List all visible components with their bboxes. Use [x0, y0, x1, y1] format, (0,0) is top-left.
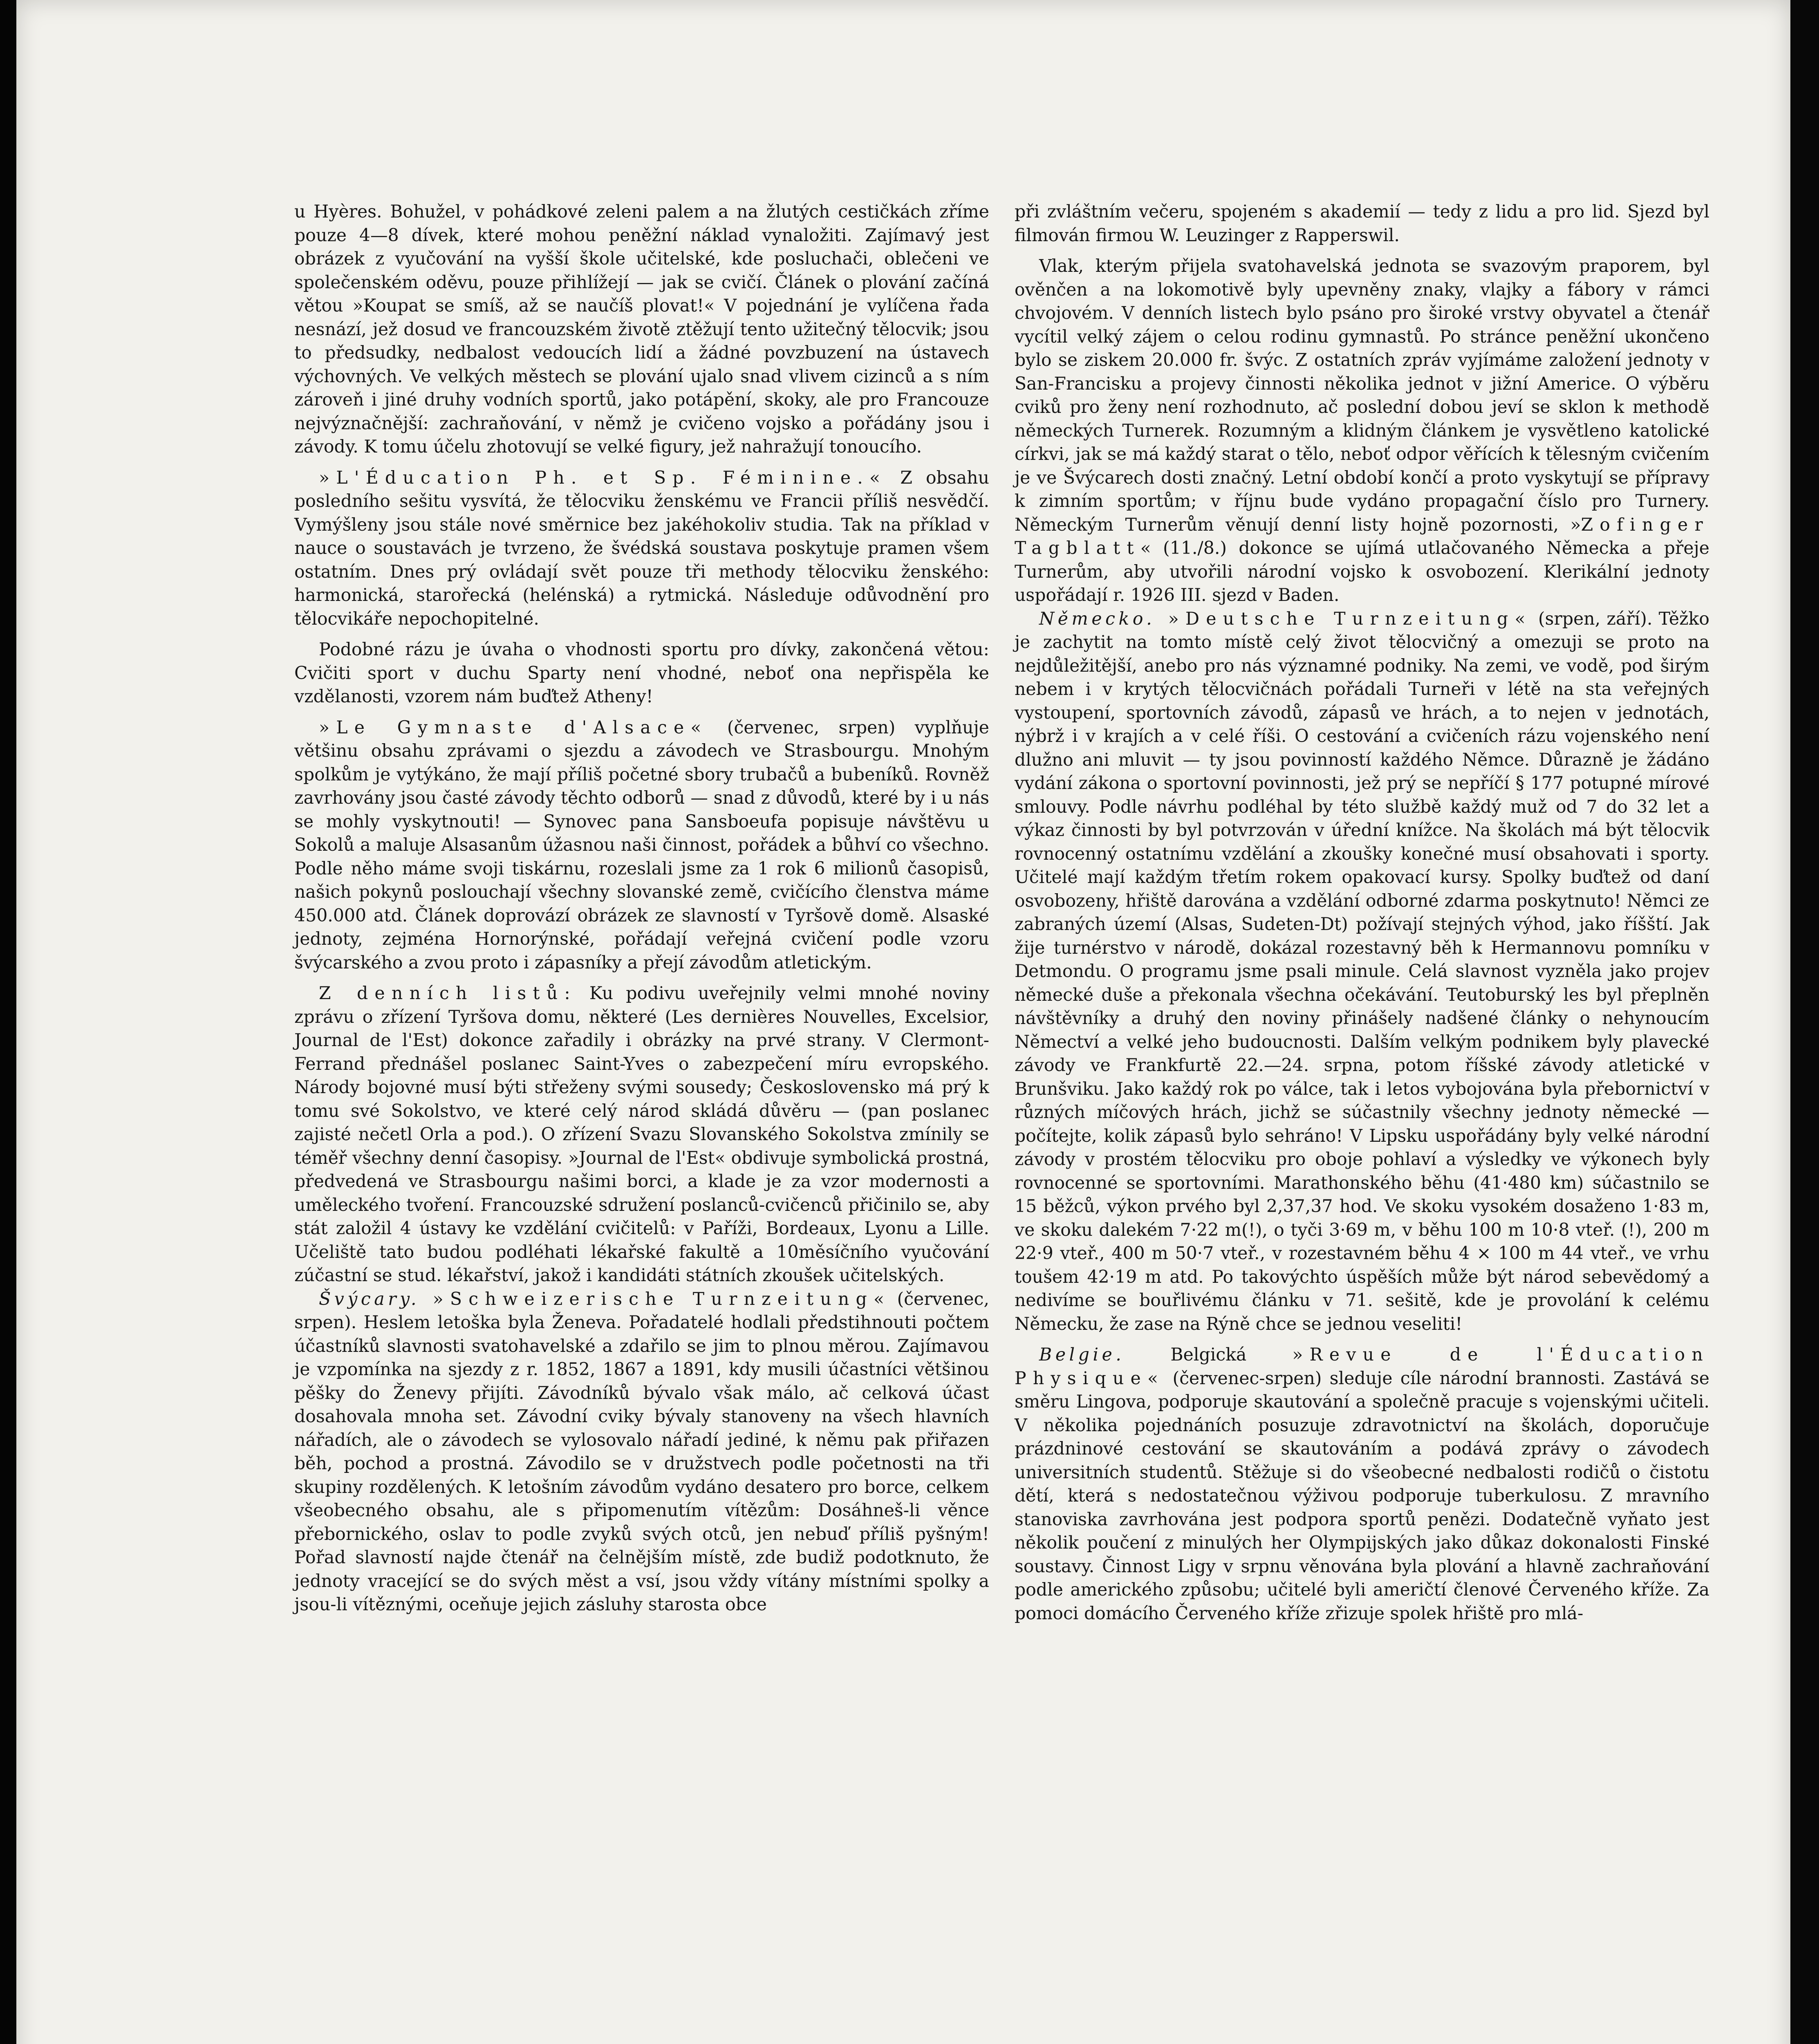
paragraph-education-feminine [294, 466, 989, 631]
paragraph-text: Ku podivu uveřejnily velmi mnohé noviny zprávu o zřízení Tyršova domu, některé (Les dernières Nouvelles, Excelsior, Journal de l'Est) dokonce zařadily i obrázky na prvé strany. V Clermont-Ferrand přednášel poslanec Saint-Yves o zabezpečení míru evropského. Národy bojovné musí býti střeženy svými sousedy; Československo má prý k tomu své Sokolstvo, ve které celý národ skládá důvěru — (pan poslanec zajisté nečetl Orla a pod.). O zřízení Svazu Slovanského Sokolstva zmínily se téměř všechny denní časopisy. »Journal de l'Est« obdivuje symbolická prostná, předvedená ve Strasbourgu našimi borci, a klade je za vzor modernosti a uměleckého tvoření. Francouzské sdružení poslanců-cvičenců přičinilo se, aby stát založil 4 ústavy ke vzdělání cvičitelů: v Paříži, Bordeaux, Lyonu a Lille. Učeliště tato budou podléhati lékařské fakultě a 10měsíčního vyučování zúčastní se stud. lékařství, jakož i kandidáti státních zkoušek učitelských. [294, 983, 990, 1286]
paragraph-text: u Hyères. Bohužel, v pohádkové zeleni palem a na žlutých cestičkách zříme pouze 4—8 dívek, které mohou peněžní náklad vynaložiti. Zajímavý jest obrázek z vyučování na vyšší škole učitelské, kde posluchači, oblečeni ve společenském oděvu, pouze přihlížejí — jak se cvičí. Článek o plování začíná větou »Koupat se smíš, až se naučíš plovat!« V pojednání je vylíčena řada nesnází, jež dosud ve francouzském životě ztěžují tento užitečný tělocvik; jsou to předsudky, nedbalost vedoucích lidí a žádné povzbuzení na ústavech výchovných. Ve velkých městech se plování ujalo snad vlivem cizinců a s ním zároveň i jiné druhy vodních sportů, jako potápění, skoky, ale pro Francouze nejvýznačnější: zachraňování, v němž je cvičeno vojsko a pořádány jsou i závody. K tomu účelu zhotovují se velké figury, jež nahražují tonoucího. [294, 202, 989, 457]
section-heading: Z denních listů: [319, 983, 577, 1004]
country-heading: Německo. [1039, 608, 1156, 629]
paragraph-text: (červenec-srpen) sleduje cíle národní brannosti. Zastává se směru Lingova, podporuje skautování a společně pracuje s vojenskými učiteli. V několika pojednáních posuzuje zdravotnictví na školách, doporučuje prázdninové cestování se skautováním a podává zprávy o závodech universitních studentů. Stěžuje si do všeobecné nedbalosti rodičů o čistotu dětí, která s nedostatečnou výživou podporuje tuberkulosu. Z mravního stanoviska zavrhována jest podpora sportů penězi. Dodatečně vyňato jest několik poučení z minulých her Olympijských jako důkaz dokonalosti Finské soustavy. Činnost Ligy v srpnu věnována byla plování a hlavně zachraňování podle amerického způsobu; učitelé byli američtí členové Červeného kříže. Za pomoci domácího Červeného kříže zřizuje spolek hřiště pro mlá- [1015, 1368, 1709, 1624]
paragraph-akademie [1015, 200, 1709, 247]
paragraph-vlak [1015, 255, 1709, 607]
periodical-title: »Revue de l'Éducation Physique« [1015, 1345, 1709, 1389]
paragraph-text: Z obsahu posledního sešitu vysvítá, že tělocviku ženskému ve Francii příliš nesvědčí. Vymýšleny jsou stále nové směrnice bez jakéhokoliv studia. Tak na příklad v nauce o soustavách je tvrzeno, že švédská soustava poskytuje pramen všem ostatním. Dnes prý ovládají svět pouze tři methody tělocviku ženského: harmonická, starořecká (helénská) a rytmická. Následuje odůvodnění pro tělocvikáře nepochopitelné. [294, 467, 990, 629]
paragraph-text: Podobné rázu je úvaha o vhodnosti sportu pro dívky, zakončená větou: Cvičiti sport v duchu Sparty není vhodné, neboť ona nepřispěla ke vzdělanosti, vzorem nám buďtež Atheny! [294, 639, 989, 707]
paragraph-text: (srpen, září). Těžko je zachytit na tomto místě celý život tělocvičný a omezuji se proto na nejdůležitější, anebo pro nás významné podniky. Na zemi, ve vodě, pod širým nebem i v krytých tělocvičnách pořádali Turneři v létě na sta veřejných vystoupení, sportovních závodů, zápasů ve hrách, a to nejen v jednotách, nýbrž i v krajích a v celé říši. O cestování a cvičeních rázu vojenského není dlužno ani mluvit — ty jsou povinností každého Němce. Důrazně je žádáno vydání zákona o sportovní povinnosti, jež prý se nepříčí § 177 potupné mírové smlouvy. Podle návrhu podléhal by této službě každý muž od 7 do 32 let a výkaz činnosti by byl potvrzován v úřední knížce. Na školách má být tělocvik rovnocenný ostatnímu vzdělání a zkoušky konečné musí obsahovati i sporty. Učitelé mají každým třetím rokem opakovací kursy. Spolky buďtež od daní osvobozeny, hřiště darována a vzdělání odborné zdarma poskytnuto! Němci ze zabraných území (Alsas, Sudeten-Dt) požívají stejných výhod, jako říšští. Jak žije turnérstvo v národě, dokázal rozestavný běh k Hermannovu pomníku v Detmondu. O programu jsme psali minule. Celá slavnost vyzněla jako projev německé duše a překonala všechna očekávání. Teutoburský les byl přeplněn návštěvníky a druhý den noviny přinášely nadšené články o nehynoucím Němectví a velké jeho budoucnosti. Dalším velkým podnikem byly plavecké závody ve Frankfurtě 22.—24. srpna, potom říšské závody atletické v Brunšviku. Jako každý rok po válce, tak i letos vybojována byla přebornictví v různých míčových hrách, jichž se súčastnily všechny jednoty německé — počítejte, kolik zápasů bylo sehráno! V Lipsku uspořádány byly velké národní závody v prostém tělocviku pro oboje pohlaví a výsledky ve výkonech byly rovnocenné se sportovními. Marathonského běhu (41·480 km) súčastnilo se 15 běžců, výkon prvého byl 2,37,37 hod. Ve skoku vysokém dosaženo 1·83 m, ve skoku dalekém 7·22 m(!), o tyči 3·69 m, v běhu 100 m 10·8 vteř. (!), 200 m 22·9 vteř., 400 m 50·7 vteř., v rozestavném běhu 4 × 100 m 44 vteř., ve vrhu toušem 42·19 m atd. Po takovýchto úspěších může být národ sebevědomý a nedivíme se bouřlivému článku v 71. sešitě, kde je provolání k celému Německu, že zase na Rýně chce se jednou veseliti! [1015, 608, 1709, 1334]
paragraph-text: Vlak, kterým přijela svatohavelská jednota se svazovým praporem, byl ověnčen a na lokomotivě byly upevněny znaky, vlajky a fábory v rámci chvojovém. V denních listech bylo psáno pro široké vrstvy obyvatel a čtenář vycítil velký zájem o celou rodinu gymnastů. Po stránce peněžní ukončeno bylo se ziskem 20.000 fr. švýc. Z ostatních zpráv vyjímáme založení jednoty v San-Francisku a projevy činnosti několika jednot v jižní Americe. O výběru cviků pro ženy není rozhodnuto, ač poslední dobou jeví se sklon k methodě německých Turnerek. Rozumným a klidným článkem je vysvětleno katolické církvi, jak se má každý starat o tělo, neboť odpor věřících k tělesným cvičením je ve Švýcarech dosti značný. Letní období končí a proto vyskytují se přípravy k zimním sportům; v říjnu bude vydáno propagační číslo pro Turnery. Německým Turnerům věnují denní listy hojně pozornosti, » [1015, 256, 1709, 535]
paragraph-sport-divky [294, 638, 989, 709]
text-column-right [1015, 200, 1709, 1625]
periodical-title: »Schweizerische Turnzeitung« [420, 1289, 891, 1309]
paragraph-text: Belgická [1125, 1345, 1293, 1365]
periodical-title: »L'Éducation Ph. et Sp. Féminine.« [319, 467, 887, 488]
country-heading: Belgie. [1039, 1345, 1125, 1365]
paragraph-denni-listy [294, 982, 989, 1288]
paragraph-belgie [1015, 1343, 1709, 1625]
periodical-title: Zofinger Tagblatt [1015, 514, 1709, 558]
paragraph-svycary [294, 1288, 989, 1617]
paragraph-hyeres [294, 200, 989, 459]
paragraph-text: při zvláštním večeru, spojeném s akademií — tedy z lidu a pro lid. Sjezd byl filmován firmou W. Leuzinger z Rapperswil. [1015, 202, 1709, 246]
country-heading: Švýcary. [319, 1289, 420, 1309]
paragraph-text: (červenec, srpen) vyplňuje většinu obsahu zprávami o sjezdu a závodech ve Strasbourgu. Mnohým spolkům je vytýkáno, že mají příliš početné sbory trubačů a bubeníků. Rovněž zavrhovány jsou časté závody těchto odborů — snad z důvodů, které by i u nás se mohly vyskytnouti! — Synovec pana Sansboeufa popisuje návštěvu u Sokolů a maluje Alsasanům úžasnou naši činnost, pořádek a bůhví co všechno. Podle něho máme svoji tiskárnu, rozeslali jsme za 1 rok 6 milionů časopisů, našich pokynů poslouchají všechny slovanské země, cvičícího členstva máme 450.000 atd. Článek doprovází obrázek ze slavností v Tyršově domě. Alsaské jednoty, zejména Hornorýnské, pořádají veřejná cvičení podle vzoru švýcarského a zvou proto i zápasníky a přejí závodům atletickým. [294, 717, 989, 973]
scan-border-left [0, 0, 16, 2044]
text-column-left [294, 200, 989, 1617]
paragraph-nemecko [1015, 607, 1709, 1336]
paragraph-gymnaste-alsace [294, 716, 989, 975]
paragraph-text: « (11./8.) dokonce se ujímá utlačovaného Německa a přeje Turnerům, aby utvořili národní vojsko k osvobození. Klerikální jednoty uspořádají r. 1926 III. sjezd v Baden. [1015, 538, 1709, 605]
periodical-title: »Le Gymnaste d'Alsace« [319, 717, 708, 738]
paragraph-text: (červenec, srpen). Heslem letoška byla Ženeva. Pořadatelé hodlali předstihnouti počtem účastníků slavnosti svatohavelské a zdařilo se jim to plnou měrou. Zajímavou je vzpomínka na sjezdy z r. 1852, 1867 a 1891, kdy musili účastníci většinou pěšky do Ženevy přijíti. Závodníků bývalo však málo, ač celková účast dosahovala mnoha set. Závodní cviky bývaly stanoveny na všech hlavních nářadích, ale o závodech se vylosovalo nářadí jediné, k němu pak přiřazen běh, pochod a prostná. Závodilo se v družstvech podle početnosti na tři skupiny rozdělených. K letošním závodům vydáno desatero pro borce, celkem všeobecného obsahu, ale s připomenutím vítězům: Dosáhneš-li věnce přebornického, oslav to podle zvyků svých otců, jen nebuď příliš pyšným! Pořad slavností najde čtenář na čelnějším místě, zde budiž podotknuto, že jednoty vracející se do svých měst a vsí, jsou vždy vítány místními spolky a jsou-li vítěznými, oceňuje jejich zásluhy starosta obce [294, 1289, 989, 1615]
periodical-title: »Deutsche Turnzeitung« [1155, 608, 1532, 629]
scan-border-right [1790, 0, 1819, 2044]
